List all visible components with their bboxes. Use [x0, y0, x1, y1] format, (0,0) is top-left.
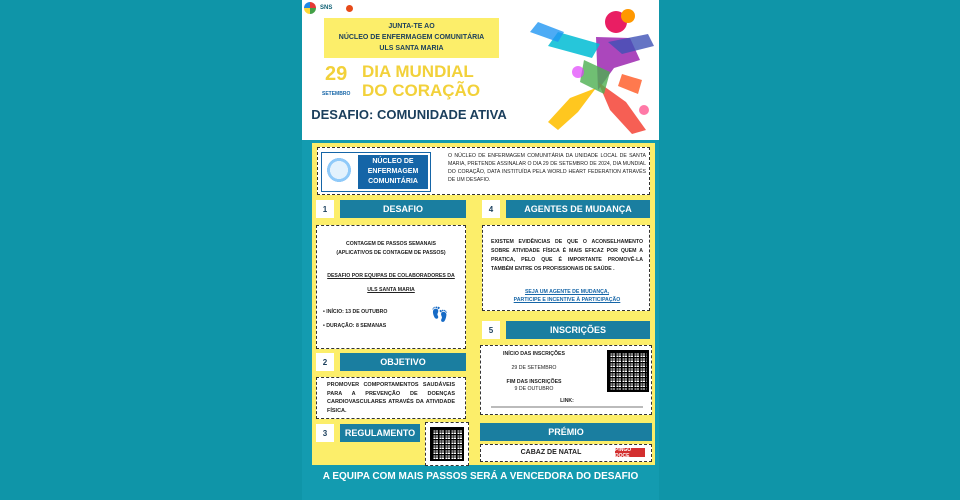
footer-text: A EQUIPA COM MAIS PASSOS SERÁ A VENCEDORA DO DESAFIO — [322, 471, 639, 482]
agentes-text: EXISTEM EVIDÊNCIAS DE QUE O ACONSELHAMENTO SOBRE ATIVIDADE FÍSICA É MAIS EFICAZ POR QUEM A PRATICA, PELO QUE É IMPORTANTE PROMOVÊ-LA TAMBÉM ENTRE OS PROFISSIONAIS DE SAÚDE . — [491, 239, 643, 272]
section-title: DESAFIO — [340, 200, 466, 218]
day-number: 29 — [325, 63, 348, 85]
section-regulamento-header — [316, 424, 420, 442]
inscricoes-qr-code[interactable] — [607, 350, 649, 392]
desafio-line1: CONTAGEM DE PASSOS SEMANAIS — [345, 241, 437, 247]
desafio-card — [316, 225, 466, 349]
desafio-line3: DESAFIO POR EQUIPAS DE COLABORADORES DA ULS SANTA MARIA — [327, 273, 455, 293]
day-title-2: DO CORAÇÃO — [362, 81, 481, 100]
intro-text: O NÚCLEO DE ENFERMAGEM COMUNITÁRIA DA UNIDADE LOCAL DE SANTA MARIA, PRETENDE ASSINALAR O DIA 29 DE SETEMBRO DE 2024, DIA MUNDIAL DO CORAÇÃO, DATA INSTITUÍDA PELA WORLD HEART FEDERATION ATRAVÉS DE UM DESAFIO. — [448, 153, 646, 183]
desafio-line2: (APLICATIVOS DE CONTAGEM DE PASSOS) — [336, 250, 446, 256]
inscricoes-link-label[interactable]: LINK: — [560, 398, 574, 404]
runner-illustration-icon — [518, 2, 658, 138]
inscricoes-start-label: INÍCIO DAS INSCRIÇÕES — [503, 351, 565, 357]
join-banner — [324, 18, 499, 58]
regulamento-qr-frame — [425, 422, 469, 466]
section-number: 5 — [482, 321, 500, 339]
join-line: ULS SANTA MARIA — [379, 45, 444, 52]
premio-title: PRÉMIO — [480, 423, 652, 441]
agentes-cta-1: SEJA UM AGENTE DE MUDANÇA, — [524, 289, 610, 295]
brand-logo: PINGO DOCE — [615, 448, 645, 457]
premio-card — [480, 444, 652, 462]
section-agentes-header — [482, 200, 650, 218]
regulamento-qr-code[interactable] — [430, 427, 464, 461]
world-heart-day — [322, 61, 512, 103]
poster-header — [302, 0, 659, 140]
agentes-card — [482, 225, 650, 311]
inscricoes-start-value: 29 DE SETEMBRO — [511, 365, 557, 371]
nucleus-label: NÚCLEO DE ENFERMAGEM COMUNITÁRIA — [358, 155, 428, 189]
sns-logo-icon — [304, 2, 316, 14]
join-line: JUNTA-TE AO — [388, 23, 435, 30]
content-panel — [312, 143, 655, 465]
challenge-title: DESAFIO: COMUNIDADE ATIVA — [311, 107, 507, 122]
section-title: AGENTES DE MUDANÇA — [506, 200, 650, 218]
section-number: 2 — [316, 353, 334, 371]
uls-logo-icon — [346, 5, 353, 12]
section-title: OBJETIVO — [340, 353, 466, 371]
desafio-duration: • DURAÇÃO: 8 SEMANAS — [323, 323, 387, 329]
section-number: 1 — [316, 200, 334, 218]
inscricoes-end-label: FIM DAS INSCRIÇÕES — [506, 379, 562, 385]
inscricoes-card — [480, 345, 652, 415]
nucleus-logo-icon — [325, 156, 353, 184]
day-title-1: DIA MUNDIAL — [362, 62, 474, 81]
logos — [304, 1, 353, 15]
section-inscricoes-header — [482, 321, 650, 339]
footsteps-icon: 👣 — [431, 306, 449, 322]
intro-card — [317, 147, 650, 195]
nucleus-badge — [321, 152, 431, 192]
section-number: 3 — [316, 424, 334, 442]
agentes-cta-2: PARTICIPE E INCENTIVE À PARTICIPAÇÃO — [513, 297, 621, 303]
premio-value: CABAZ DE NATAL — [520, 449, 582, 456]
day-month: SETEMBRO — [322, 91, 351, 97]
section-objetivo-header — [316, 353, 466, 371]
inscricoes-end-value: 9 DE OUTUBRO — [514, 386, 554, 392]
poster — [302, 0, 659, 500]
section-title: REGULAMENTO — [340, 424, 420, 442]
sns-label: SNS — [320, 5, 333, 11]
join-line: NÚCLEO DE ENFERMAGEM COMUNITÁRIA — [338, 34, 485, 41]
section-title: INSCRIÇÕES — [506, 321, 650, 339]
inscricoes-link-url[interactable] — [491, 406, 643, 408]
desafio-start: • INÍCIO: 13 DE OUTUBRO — [323, 309, 388, 315]
section-number: 4 — [482, 200, 500, 218]
section-desafio-header — [316, 200, 466, 218]
objetivo-text: PROMOVER COMPORTAMENTOS SAUDÁVEIS PARA A PREVENÇÃO DE DOENÇAS CARDIOVASCULARES ATRAVÉS DA ATIVIDADE FÍSICA. — [327, 382, 455, 414]
objetivo-card — [316, 377, 466, 419]
